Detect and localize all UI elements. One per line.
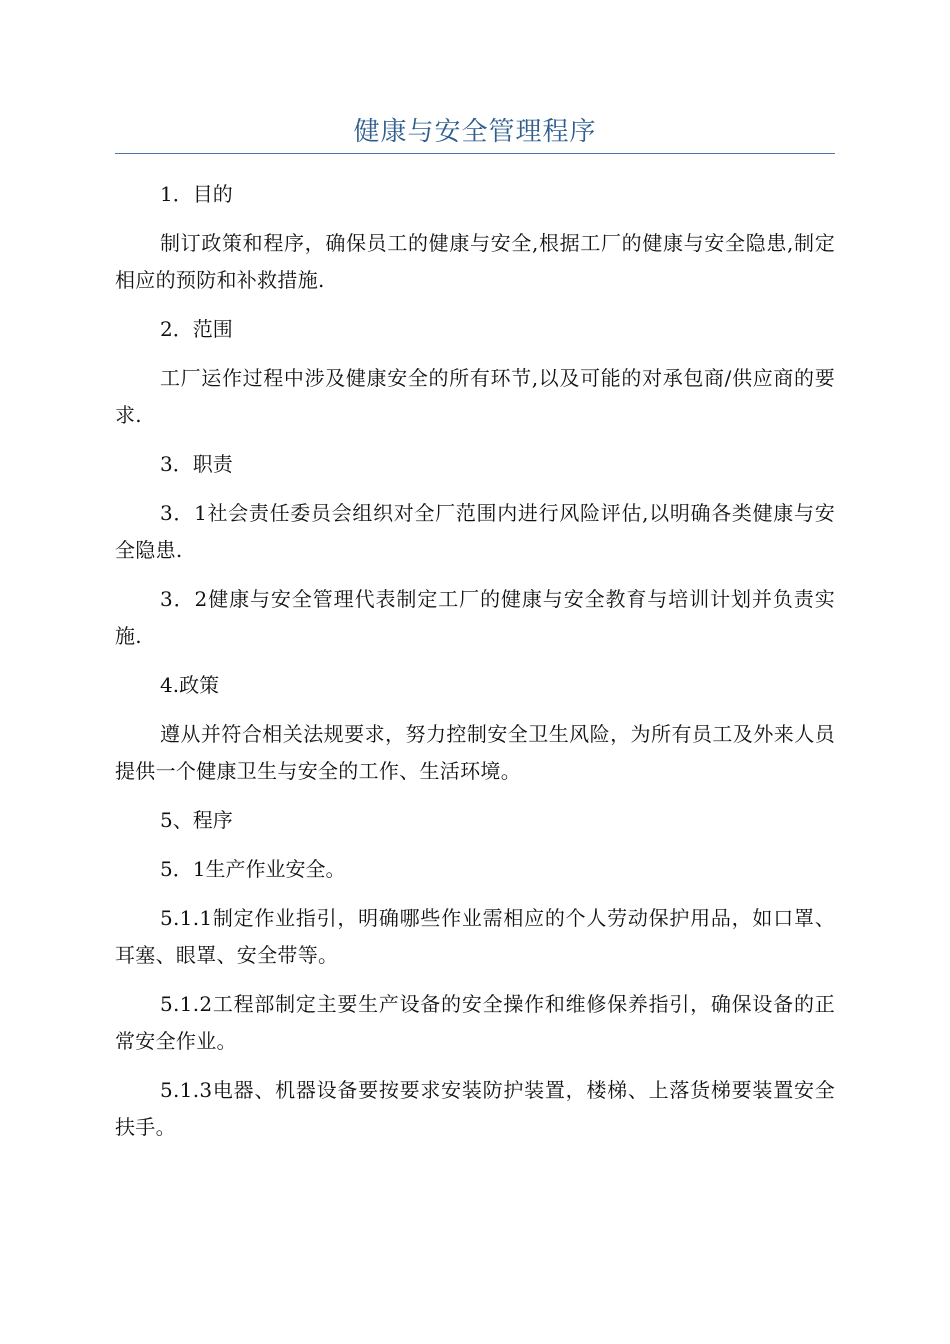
section-heading-responsibilities: 3．职责 xyxy=(160,452,233,476)
paragraph-scope: 工厂运作过程中涉及健康安全的所有环节,以及可能的对承包商/供应商的要求. xyxy=(115,366,835,427)
subsection-heading-5-1: 5．1生产作业安全。 xyxy=(160,857,346,881)
title-underline xyxy=(115,153,835,154)
paragraph-policy: 遵从并符合相关法规要求，努力控制安全卫生风险，为所有员工及外来人员提供一个健康卫生与安全的工作、生活环境。 xyxy=(115,722,835,783)
document-body xyxy=(115,176,835,1158)
document-title: 健康与安全管理程序 xyxy=(353,117,597,147)
section-heading-scope: 2．范围 xyxy=(160,317,233,341)
section-heading-policy: 4.政策 xyxy=(160,673,220,697)
paragraph-purpose: 制订政策和程序，确保员工的健康与安全,根据工厂的健康与安全隐患,制定相应的预防和补救措施. xyxy=(115,231,835,292)
section-heading-purpose: 1．目的 xyxy=(160,182,233,206)
paragraph-responsibility-3-1: 3．1社会责任委员会组织对全厂范围内进行风险评估,以明确各类健康与安全隐患. xyxy=(115,501,835,562)
paragraph-responsibility-3-2: 3．2健康与安全管理代表制定工厂的健康与安全教育与培训计划并负责实施. xyxy=(115,587,835,648)
paragraph-5-1-3: 5.1.3电器、机器设备要按要求安装防护装置，楼梯、上落货梯要装置安全扶手。 xyxy=(115,1078,835,1139)
paragraph-5-1-1: 5.1.1制定作业指引，明确哪些作业需相应的个人劳动保护用品，如口罩、耳塞、眼罩、安全带等。 xyxy=(115,906,835,967)
paragraph-5-1-2: 5.1.2工程部制定主要生产设备的安全操作和维修保养指引，确保设备的正常安全作业。 xyxy=(115,992,835,1053)
section-heading-procedure: 5、程序 xyxy=(160,808,233,832)
